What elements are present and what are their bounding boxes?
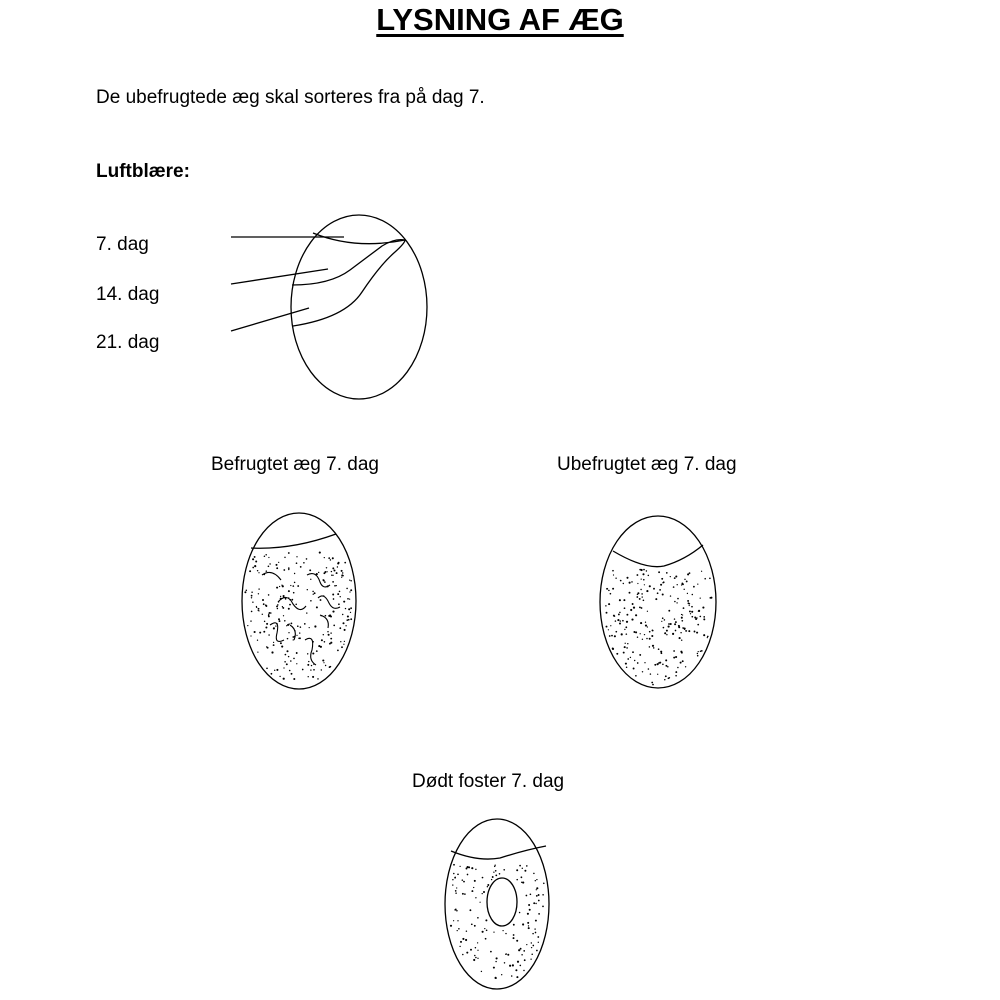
page-title: LYSNING AF ÆG (376, 2, 624, 37)
airsac-14-boundary (292, 240, 405, 285)
unfertilized-egg-drawing (600, 516, 716, 688)
pointer-line-day-21 (231, 308, 309, 331)
intro-text: De ubefrugtede æg skal sorteres fra på dag 7. (96, 87, 485, 108)
label-day-14: 14. dag (96, 284, 160, 305)
unfertilized-egg-airsac-line (613, 545, 703, 567)
dead-embryo-egg-speckles (450, 864, 545, 979)
fertilized-egg-airsac-line (251, 534, 336, 548)
dead-embryo-airsac-line (451, 846, 546, 859)
airsac-heading: Luftblære: (96, 161, 190, 182)
airsac-diagram (231, 215, 427, 399)
fertilized-egg-blood-vessels (262, 572, 340, 665)
airsac-egg-outline (291, 215, 427, 399)
dead-embryo-caption: Dødt foster 7. dag (412, 771, 565, 792)
fertilized-egg-drawing (242, 513, 356, 689)
fertilized-egg-caption: Befrugtet æg 7. dag (211, 454, 379, 475)
pointer-line-day-14 (231, 269, 328, 284)
dead-embryo-egg-outline (445, 819, 549, 989)
unfertilized-egg-caption: Ubefrugtet æg 7. dag (557, 454, 737, 475)
airsac-21-boundary (293, 240, 405, 326)
dead-embryo-egg-drawing (445, 819, 549, 989)
label-day-7: 7. dag (96, 234, 149, 255)
label-day-21: 21. dag (96, 332, 160, 353)
dead-embryo-ring (487, 878, 517, 926)
fertilized-egg-speckles (244, 552, 352, 680)
fertilized-egg-outline (242, 513, 356, 689)
unfertilized-egg-outline (600, 516, 716, 688)
